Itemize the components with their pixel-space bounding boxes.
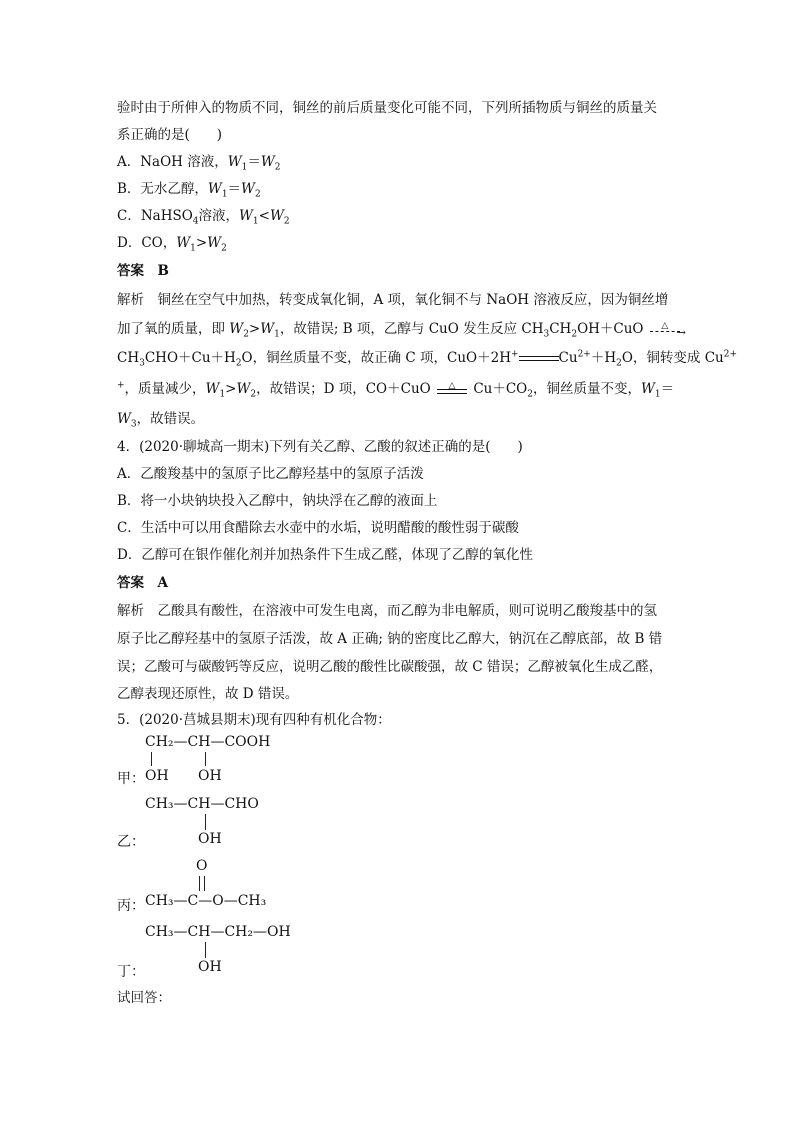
q4-analysis-line2: 原子比乙醇羟基中的氢原子活泼，故 A 正确; 钠的密度比乙醇大，钠沉在乙醇底部，故 B 错 [117,631,663,647]
q4-analysis-line1: 解析 乙酸具有酸性，在溶液中可发生电离，而乙醇为非电解质，则可说明乙酸羧基中的氢 [117,603,657,619]
q4-option-b: B．将一小块钠块投入乙醇中，钠块浮在乙醇的液面上 [117,493,438,509]
q3-analysis-line1: 解析 铜丝在空气中加热，转变成氧化铜，A 项，氧化铜不与 NaOH 溶液反应，因为铜丝增 [117,292,669,308]
jia-bond-1 [151,752,152,766]
q4-stem: 4．(2020·聊城高一期末)下列有关乙醇、乙酸的叙述正确的是( ) [117,439,523,455]
q3-analysis-line5: $W_3$，故错误。 [117,411,205,430]
jia-bond-2 [205,752,206,766]
q4-option-a: A．乙酸羧基中的氢原子比乙醇羟基中的氢原子活泼 [117,466,424,482]
q3-option-a: A．NaOH 溶液，$W_1=W_2$ [117,154,281,173]
yi-formula-top: CH₃—CH—CHO [145,796,259,812]
jia-oh-2: OH [198,768,222,784]
q4-option-d: D．乙醇可在银作催化剂并加热条件下生成乙醛，体现了乙醇的氧化性 [117,547,533,563]
jia-formula-top: CH₂—CH—COOH [145,734,271,750]
q3-analysis-line2: 加了氧的质量，即 $W_2>W_1$，故错误; B 项，乙醇与 CuO 发生反应 $CH_3CH_2OH+CuO$ △ → [117,320,686,340]
ding-bond [205,942,206,958]
q4-analysis-line3: 误；乙酸可与碳酸钙等反应，说明乙酸的酸性比碳酸强，故 C 错误；乙醇被氧化生成乙醛， [117,659,663,675]
bing-formula: CH₃—C—O—CH₃ [145,893,267,909]
bing-oxygen: O [196,858,208,874]
q4-analysis-line4: 乙醇表现还原性，故 D 错误。 [117,686,299,702]
yi-oh: OH [198,831,222,847]
jia-label: 甲： [117,771,145,787]
bing-double-bond [199,876,205,891]
yi-label: 乙： [117,834,145,850]
q4-option-c: C．生活中可以用食醋除去水壶中的水垢，说明醋酸的酸性弱于碳酸 [117,520,519,536]
q3-option-b: B．无水乙醇，$W_1=W_2$ [117,181,261,200]
q4-answer: 答案 A [117,575,168,591]
q3-stem-line2: 系正确的是( ) [117,127,223,143]
q5-prompt: 试回答： [117,990,171,1006]
heat-equals: △ [435,381,469,399]
q3-option-c: C．NaHSO$_4$溶液，$W_1<W_2$ [117,208,290,227]
bing-label: 丙： [117,898,145,914]
yi-bond [205,814,206,830]
q3-stem-line1: 验时由于所伸入的物质不同，铜丝的前后质量变化可能不同，下列所插物质与铜丝的质量关 [117,100,657,116]
q3-analysis-line4: +，质量减少，$W_1>W_2$，故错误；D 项，CO＋CuO △ $Cu+CO_2$，铜丝质量不变，$W_1=$ [117,380,675,400]
q3-analysis-line3: $CH_3CHO+Cu+H_2O$，铜丝质量不变，故正确 C 项，CuO＋2H+ $Cu^{2+}+H_2O$，铜转变成 $Cu^{2+}$ [117,349,738,369]
jia-oh-1: OH [145,768,169,784]
ding-formula-top: CH₃—CH—CH₂—OH [145,924,291,940]
equals-sign [519,356,559,361]
ding-label: 丁： [117,964,145,980]
heat-arrow: △ → [648,321,682,339]
ding-oh: OH [198,959,222,975]
q3-option-d: D．CO，$W_1>W_2$ [117,235,227,254]
q5-stem: 5．(2020·莒城县期末)现有四种有机化合物： [117,712,391,728]
q3-answer: 答案 B [117,263,169,279]
